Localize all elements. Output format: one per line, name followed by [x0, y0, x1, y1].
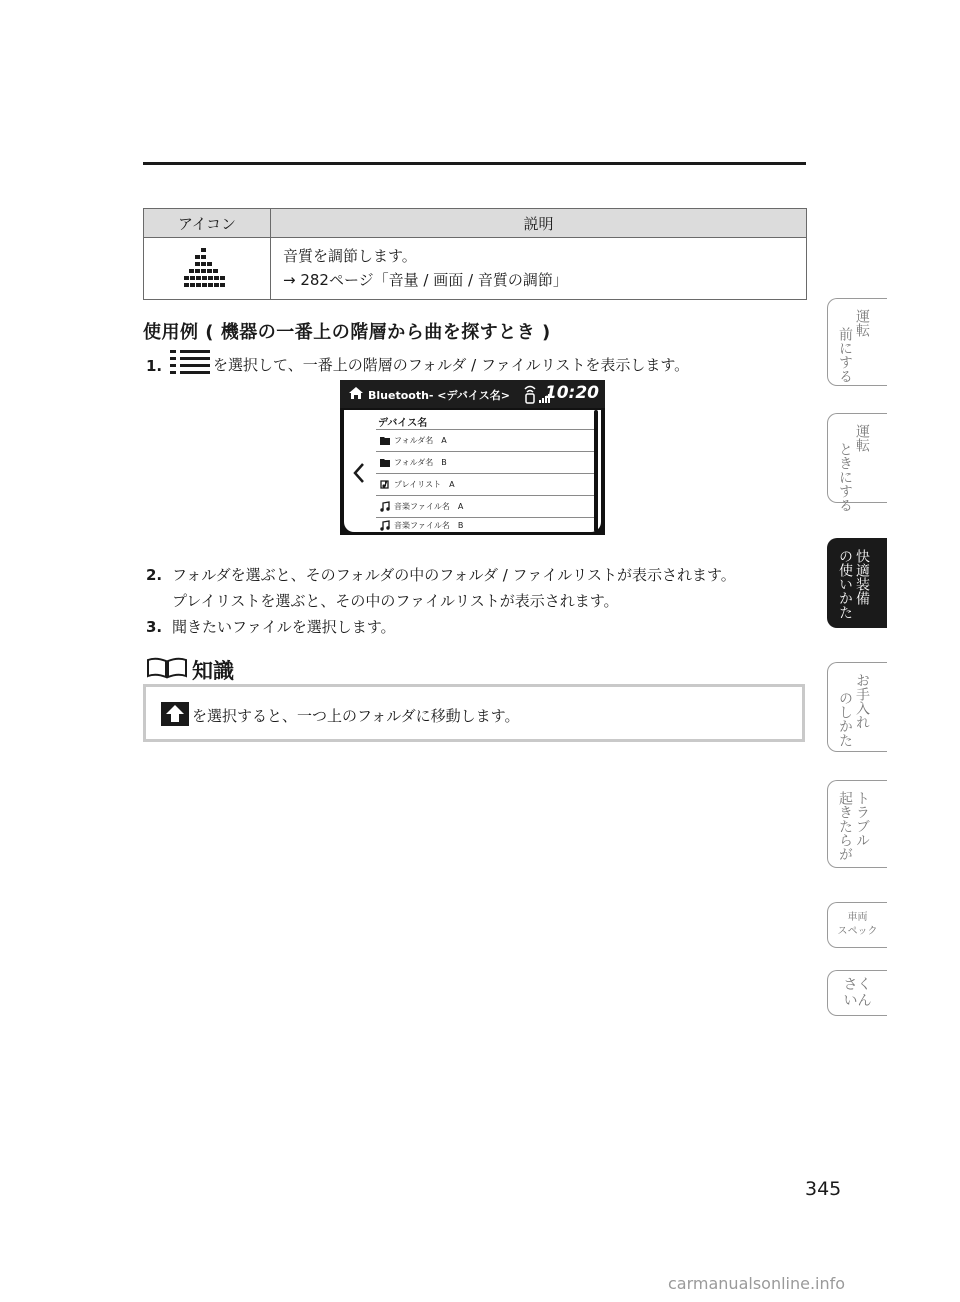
home-icon[interactable]	[348, 386, 364, 400]
watermark: carmanualsonline.info	[668, 1274, 846, 1293]
side-tab-before-driving[interactable]: 運転 前にする	[827, 298, 887, 386]
step-number: 1.	[146, 357, 163, 375]
side-tab-while-driving[interactable]: 運転 ときにする	[827, 413, 887, 503]
screen-title: Bluetooth- <デバイス名>	[368, 389, 510, 402]
playlist-icon	[376, 479, 394, 490]
knowledge-box	[143, 684, 805, 742]
audio-screen	[340, 380, 605, 535]
screen-heading: デバイス名	[378, 418, 428, 429]
knowledge-title: 知識	[192, 659, 234, 683]
scrollbar[interactable]	[594, 410, 598, 532]
music-note-icon	[376, 520, 394, 531]
list-item[interactable]: プレイリスト A	[376, 473, 594, 495]
table-header	[144, 209, 806, 238]
step-3	[146, 617, 396, 637]
folder-icon	[376, 458, 394, 468]
list-item[interactable]: 音楽ファイル名 B	[376, 517, 594, 532]
side-tab-comfort-equipment[interactable]: 快適装備 の使いかた	[827, 538, 887, 628]
step-number: 2.	[146, 566, 163, 584]
back-chevron-icon[interactable]	[352, 462, 366, 484]
screen-time: 10:20	[544, 383, 599, 403]
table-row	[144, 238, 806, 299]
header-description: 説明	[523, 214, 554, 233]
side-tab-maintenance[interactable]: お手入れ のしかた	[827, 662, 887, 752]
section-heading: 使用例 ( 機器の一番上の階層から曲を探すとき )	[143, 322, 551, 343]
list-item[interactable]: フォルダ名 A	[376, 429, 594, 451]
step-2-text: フォルダを選ぶと、そのフォルダの中のフォルダ / ファイルリストが表示されます。	[172, 566, 736, 584]
screen-status-bar	[340, 380, 605, 408]
row-description-line2: → 282ページ「音量 / 画面 / 音質の調節」	[283, 271, 568, 289]
icon-table	[143, 208, 807, 300]
list-item[interactable]: フォルダ名 B	[376, 451, 594, 473]
folder-icon	[376, 436, 394, 446]
knowledge-text: を選択すると、一つ上のフォルダに移動します。	[192, 707, 520, 725]
side-tab-trouble[interactable]: トラブル 起きたらが	[827, 780, 887, 868]
step-3-text: 聞きたいファイルを選択します。	[172, 618, 396, 636]
row-description-line1: 音質を調節します。	[283, 247, 417, 265]
step-number: 3.	[146, 618, 163, 636]
step-2	[146, 565, 806, 585]
side-tab-index[interactable]: さく いん	[827, 970, 887, 1016]
step-2-text-2: プレイリストを選ぶと、その中のファイルリストが表示されます。	[172, 592, 619, 610]
top-rule	[143, 162, 806, 165]
music-note-icon	[376, 501, 394, 512]
page-number: 345	[805, 1178, 842, 1200]
up-folder-icon	[160, 701, 190, 727]
list-item[interactable]: 音楽ファイル名 A	[376, 495, 594, 517]
book-icon	[145, 656, 189, 680]
screen-list-panel	[344, 410, 601, 532]
step-1-text: を選択して、一番上の階層のフォルダ / ファイルリストを表示します。	[213, 356, 690, 374]
list-icon	[168, 348, 212, 376]
header-icon: アイコン	[144, 209, 271, 237]
sound-quality-icon	[184, 246, 230, 292]
side-tab-vehicle-spec[interactable]: 車両 スペック	[827, 902, 887, 948]
